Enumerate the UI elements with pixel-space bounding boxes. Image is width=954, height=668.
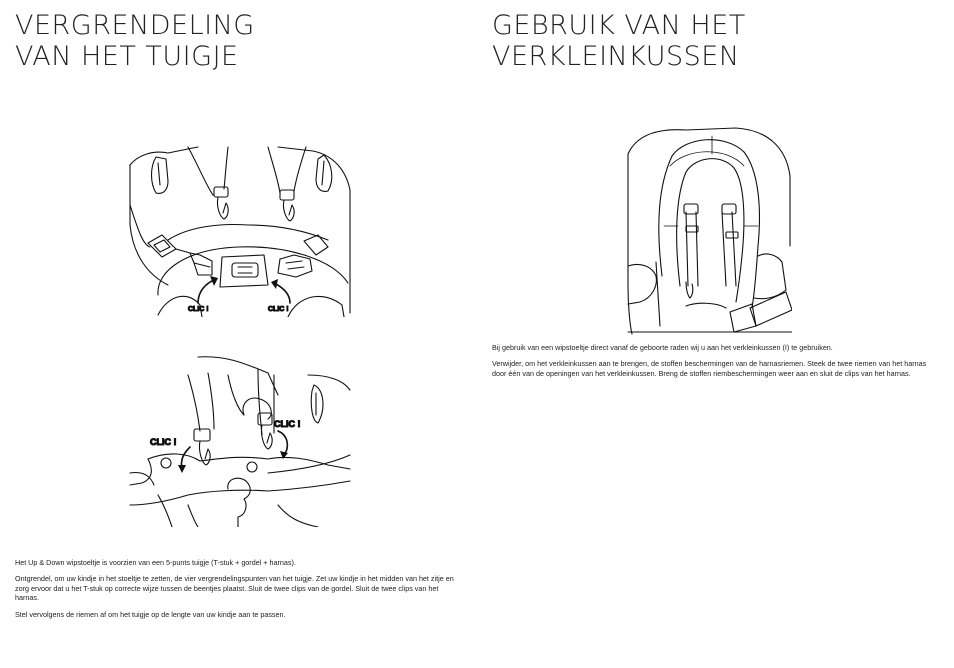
reducer-cushion-illustration [626,126,792,336]
harness-lock-title [15,10,255,72]
clic-label: CLIC ! [188,306,209,313]
title-line-1: VERGRENDELING [15,10,255,41]
reducer-cushion-instructions [492,343,940,385]
paragraph: Stel vervolgens de riemen af om het tuigje op de lengte van uw kindje aan te passen. [15,609,286,619]
harness-buckle-illustration [128,145,352,317]
harness-instructions [15,558,463,626]
paragraph: Verwijder, om het verkleinkussen aan te brengen, de stoffen beschermingen van de harnasriemen. Steek de twee riemen van het harnas door één van de openingen van het verkleinkussen. Breng de stoffen riembeschermingen weer aan en sluit de clips van het harnas. [492,359,927,378]
clic-label: CLIC ! [150,437,177,447]
clic-label: CLIC ! [268,306,289,313]
reducer-cushion-title [492,10,746,72]
paragraph: Bij gebruik van een wipstoeltje direct vanaf de geboorte raden wij u aan het verkleinkussen (I) te gebruiken. [492,343,833,352]
title-line-2: VERKLEINKUSSEN [492,41,740,72]
title-line-2: VAN HET TUIGJE [15,41,239,72]
clic-label: CLIC ! [274,419,301,429]
paragraph: Het Up & Down wipstoeltje is voorzien van een 5-punts tuigje (T-stuk + gordel + harnas). [15,558,296,567]
paragraph: Ontgrendel, om uw kindje in het stoeltje te zetten, de vier vergrendelingspunten van het tuigje. Zet uw kindje in het midden van het zitje en zorg ervoor dat u het T-stuk op correcte wijze tussen de beentjes plaatst. Sluit de twee clips van de gordel. Sluit de twee clips van het harnas. [15,574,454,603]
title-line-1: GEBRUIK VAN HET [492,10,746,41]
harness-clip-illustration [128,355,352,527]
